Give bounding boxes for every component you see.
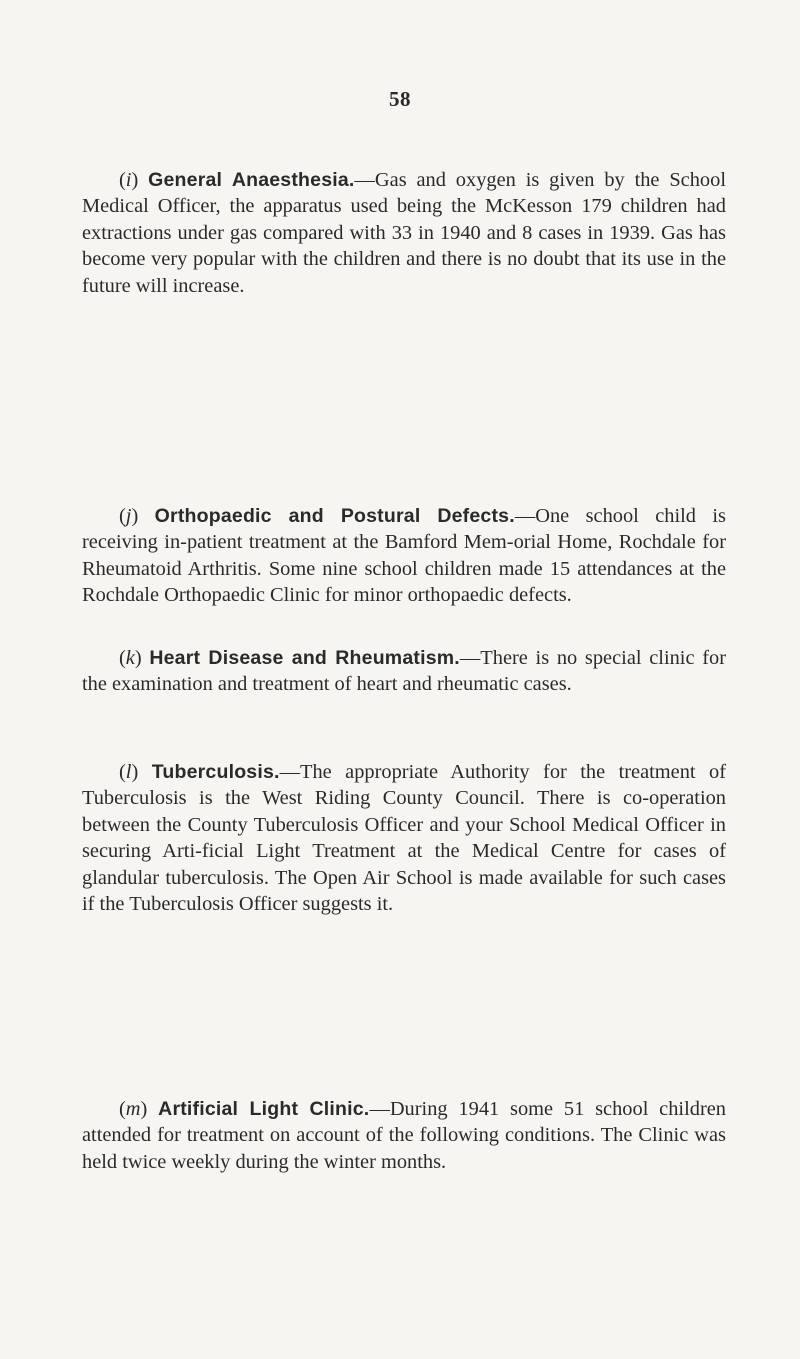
section-body: —One school child is receiving in-patient treatment at the Bamford Mem-orial Home, Rochdale for Rheumatoid Arthritis. Some nine school children made 15 attendances at the Rochdale Orthopaedic Clinic for minor orthopaedic defects. [82, 505, 726, 607]
section-heart-disease [82, 645, 726, 698]
section-marker-open: ( [119, 505, 126, 527]
section-letter: l [125, 761, 132, 783]
page-number: 58 [389, 87, 411, 111]
section-body: —There is no special clinic for the examination and treatment of heart and rheumatic cases. [82, 647, 726, 696]
section-marker-open: ( [119, 647, 126, 669]
section-letter: k [125, 647, 135, 669]
section-tuberculosis [82, 759, 726, 917]
section-artificial-light-clinic [82, 1096, 726, 1175]
section-body: —Gas and oxygen is given by the School Medical Officer, the apparatus used being the McKesson 179 children had extractions under gas compared with 33 in 1940 and 8 cases in 1939. Gas has become very popular with the children and there is no doubt that its use in the future will increase. [82, 169, 726, 297]
section-marker-close: ) [131, 761, 139, 783]
section-marker-open: ( [119, 169, 126, 191]
section-heading: Tuberculosis. [151, 761, 280, 783]
section-marker-open: ( [119, 1098, 126, 1120]
section-letter: j [125, 505, 132, 527]
section-heading: Heart Disease and Rheumatism. [149, 647, 460, 669]
section-heading: General Anaesthesia. [148, 169, 355, 191]
section-letter: m [125, 1098, 141, 1120]
section-marker-open: ( [119, 761, 126, 783]
section-heading: Artificial Light Clinic. [158, 1098, 370, 1120]
section-marker-close: ) [131, 169, 139, 191]
section-general-anaesthesia [82, 167, 726, 299]
section-marker-close: ) [131, 505, 139, 527]
section-marker-close: ) [140, 1098, 148, 1120]
section-marker-close: ) [134, 647, 142, 669]
section-body: —The appropriate Authority for the treatment of Tuberculosis is the West Riding County Council. There is co-operation between the County Tuberculosis Officer and your School Medical Officer in securing Arti-ficial Light Treatment at the Medical Centre for cases of glandular tuberculosis. The Open Air School is made available for such cases if the Tuberculosis Officer suggests it. [82, 761, 726, 916]
section-heading: Orthopaedic and Postural Defects. [154, 505, 515, 527]
section-letter: i [125, 169, 132, 191]
section-orthopaedic-defects [82, 503, 726, 609]
section-body: —During 1941 some 51 school children attended for treatment on account of the following conditions. The Clinic was held twice weekly during the winter months. [82, 1098, 726, 1173]
